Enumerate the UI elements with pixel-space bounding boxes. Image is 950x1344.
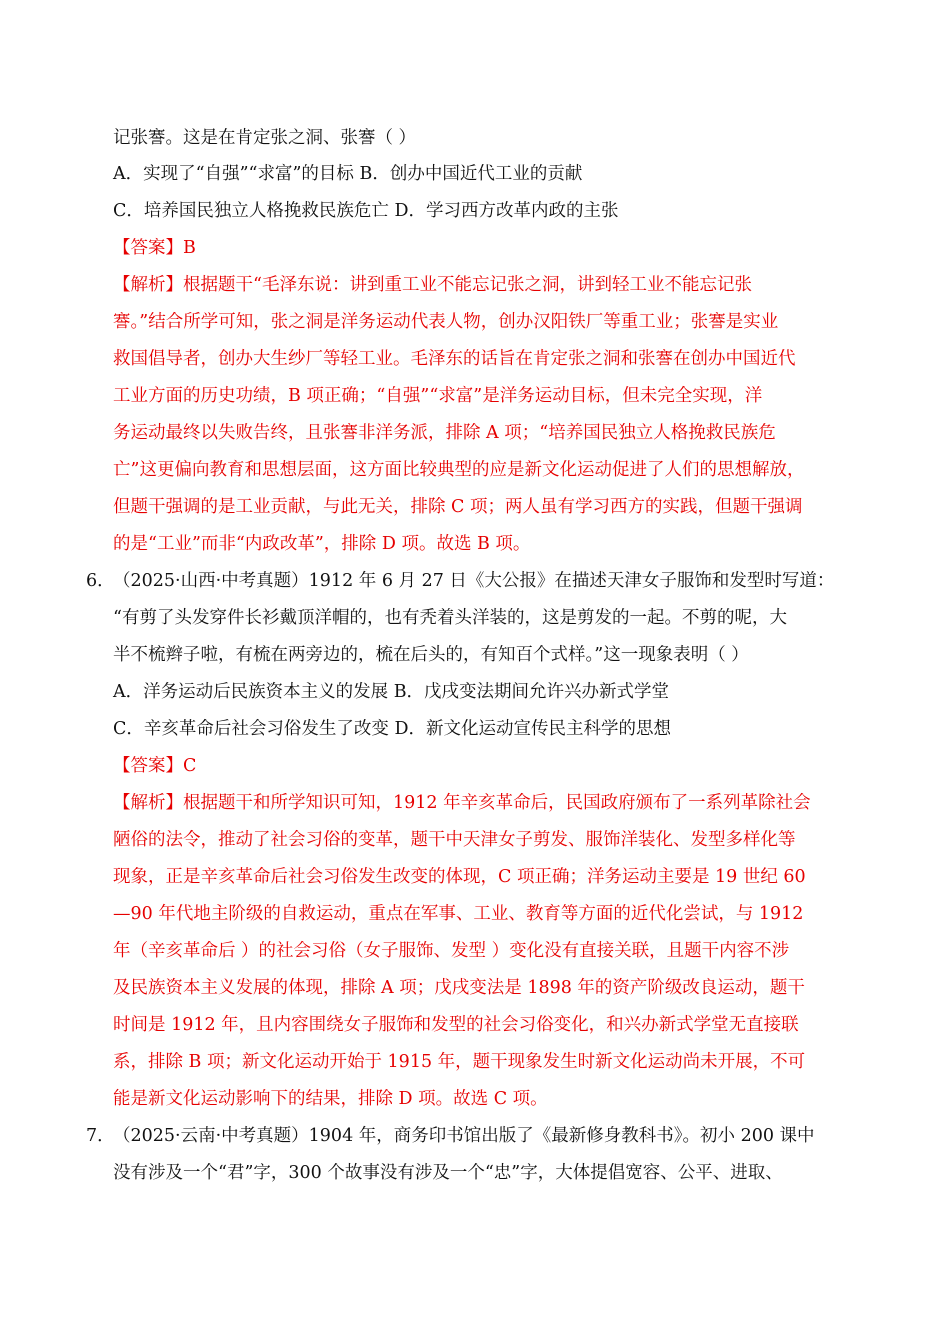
q6-analysis-line: —90 年代地主阶级的自救运动，重点在军事、工业、教育等方面的近代化尝试，与 1912 — [113, 904, 804, 924]
q5-analysis-line: 工业方面的历史功绩，B 项正确；“自强”“求富”是洋务运动目标，但未完全实现，洋 — [113, 386, 763, 406]
q6-analysis-line: 时间是 1912 年，且内容围绕女子服饰和发型的社会习俗变化，和兴办新式学堂无直接联 — [113, 1015, 799, 1035]
q6-stem-line: “有剪了头发穿件长衫戴顶洋帽的，也有秃着头洋装的，这是剪发的一起。不剪的呢，大 — [113, 608, 787, 628]
q5-analysis-line: 【解析】根据题干“毛泽东说：讲到重工业不能忘记张之洞，讲到轻工业不能忘记张 — [113, 275, 752, 295]
q6-analysis-line: 年（辛亥革命后 ）的社会习俗（女子服饰、发型 ）变化没有直接关联，且题干内容不涉 — [113, 941, 790, 961]
q5-analysis-line: 謇。”结合所学可知，张之洞是洋务运动代表人物，创办汉阳铁厂等重工业；张謇是实业 — [113, 312, 779, 332]
q5-analysis-line: 救国倡导者，创办大生纱厂等轻工业。毛泽东的话旨在肯定张之洞和张謇在创办中国近代 — [113, 349, 796, 369]
q6-options-cd: C．辛亥革命后社会习俗发生了改变 D．新文化运动宣传民主科学的思想 — [113, 719, 671, 739]
q7-stem-line: 没有涉及一个“君”字，300 个故事没有涉及一个“忠”字，大体提倡宽容、公平、进取、 — [113, 1163, 783, 1183]
q5-answer: 【答案】B — [113, 238, 196, 258]
q6-analysis-line: 及民族资本主义发展的体现，排除 A 项；戊戌变法是 1898 年的资产阶级改良运动，题干 — [113, 978, 805, 998]
q7-number: 7． — [86, 1126, 115, 1146]
q6-number: 6． — [86, 571, 115, 591]
q6-stem-line: （2025·山西·中考真题）1912 年 6 月 27 日《大公报》在描述天津女子服饰和发型时写道： — [113, 571, 835, 591]
q5-analysis-line: 亡”这更偏向教育和思想层面，这方面比较典型的应是新文化运动促进了人们的思想解放， — [113, 460, 805, 480]
q6-analysis-line: 陋俗的法令，推动了社会习俗的变革，题干中天津女子剪发、服饰洋装化、发型多样化等 — [113, 830, 796, 850]
q7-stem-line: （2025·云南·中考真题）1904 年，商务印书馆出版了《最新修身教科书》。初小 200 课中 — [113, 1126, 815, 1146]
q5-analysis-line: 务运动最终以失败告终，且张謇非洋务派，排除 A 项；“培养国民独立人格挽救民族危 — [113, 423, 776, 443]
q6-analysis-line: 【解析】根据题干和所学知识可知，1912 年辛亥革命后，民国政府颁布了一系列革除社会 — [113, 793, 811, 813]
q6-analysis-line: 系，排除 B 项；新文化运动开始于 1915 年，题干现象发生时新文化运动尚未开展，不可 — [113, 1052, 806, 1072]
q6-answer: 【答案】C — [113, 756, 197, 776]
q6-analysis-line: 现象，正是辛亥革命后社会习俗发生改变的体现，C 项正确；洋务运动主要是 19 世纪 60 — [113, 867, 806, 887]
q5-options-cd: C．培养国民独立人格挽救民族危亡 D．学习西方改革内政的主张 — [113, 201, 619, 221]
q5-analysis-line: 但题干强调的是工业贡献，与此无关，排除 C 项；两人虽有学习西方的实践，但题干强调 — [113, 497, 803, 517]
q5-options-ab: A．实现了“自强”“求富”的目标 B．创办中国近代工业的贡献 — [113, 164, 583, 184]
q6-options-ab: A．洋务运动后民族资本主义的发展 B．戊戌变法期间允许兴办新式学堂 — [113, 682, 670, 702]
q5-stem-tail: 记张謇。这是在肯定张之洞、张謇（ ） — [113, 128, 417, 148]
q5-analysis-line: 的是“工业”而非“内政改革”，排除 D 项。故选 B 项。 — [113, 534, 531, 554]
q6-analysis-line: 能是新文化运动影响下的结果，排除 D 项。故选 C 项。 — [113, 1089, 548, 1109]
q6-stem-line: 半不梳辫子啦，有梳在两旁边的，梳在后头的，有知百个式样。”这一现象表明（ ） — [113, 645, 749, 665]
